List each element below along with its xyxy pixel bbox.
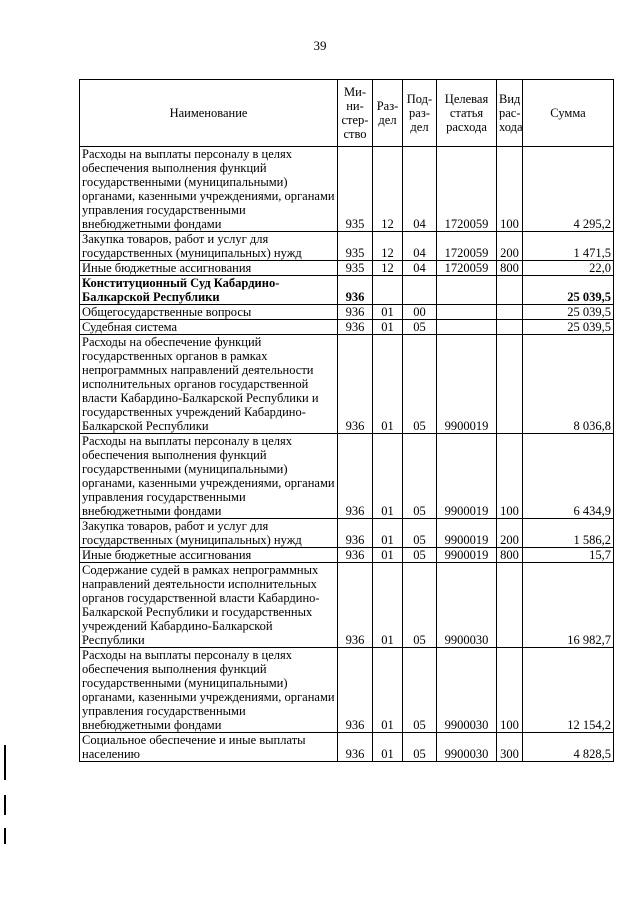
cell-name: Судебная система — [80, 320, 338, 335]
cell-target: 9900030 — [437, 563, 497, 648]
cell-subsection: 05 — [403, 320, 437, 335]
table-row — [80, 305, 614, 320]
table-row — [80, 648, 614, 733]
cell-subsection: 05 — [403, 519, 437, 548]
binder-mark — [4, 795, 6, 815]
cell-subsection — [403, 276, 437, 305]
cell-name: Социальное обеспечение и иные выплаты населению — [80, 733, 338, 762]
table-row — [80, 563, 614, 648]
cell-target: 9900019 — [437, 548, 497, 563]
header-sum: Сумма — [523, 80, 614, 147]
cell-target: 9900030 — [437, 648, 497, 733]
cell-target: 9900019 — [437, 434, 497, 519]
cell-subsection: 05 — [403, 434, 437, 519]
cell-sum: 15,7 — [523, 548, 614, 563]
cell-type — [497, 305, 523, 320]
cell-target: 1720059 — [437, 232, 497, 261]
cell-target — [437, 305, 497, 320]
cell-ministry: 935 — [338, 147, 373, 232]
cell-section: 01 — [373, 733, 403, 762]
cell-type: 200 — [497, 519, 523, 548]
cell-name: Содержание судей в рамках непрограммных направлений деятельности исполнительных органов государственной власти Кабардино-Балкарской Республики и государственных учреждений Кабардино-Балкарской Республики — [80, 563, 338, 648]
cell-ministry: 936 — [338, 648, 373, 733]
cell-ministry: 936 — [338, 434, 373, 519]
cell-subsection: 00 — [403, 305, 437, 320]
header-section-text: Раз- дел — [376, 99, 399, 127]
cell-name: Расходы на выплаты персоналу в целях обеспечения выполнения функций государственными (муниципальными) органами, казенными учреждениями, органами управления государственными внебюджетными фондами — [80, 648, 338, 733]
cell-ministry: 935 — [338, 261, 373, 276]
table-header-row — [80, 80, 614, 147]
cell-ministry: 936 — [338, 276, 373, 305]
header-subsection — [403, 80, 437, 147]
cell-name: Закупка товаров, работ и услуг для государственных (муниципальных) нужд — [80, 232, 338, 261]
header-target — [437, 80, 497, 147]
cell-type: 100 — [497, 434, 523, 519]
cell-name: Закупка товаров, работ и услуг для государственных (муниципальных) нужд — [80, 519, 338, 548]
header-section — [373, 80, 403, 147]
cell-type: 800 — [497, 548, 523, 563]
cell-section: 01 — [373, 335, 403, 434]
cell-section: 01 — [373, 320, 403, 335]
page-number: 39 — [313, 38, 327, 53]
cell-ministry: 935 — [338, 232, 373, 261]
cell-target: 9900019 — [437, 335, 497, 434]
cell-section: 01 — [373, 563, 403, 648]
table-row — [80, 335, 614, 434]
cell-type — [497, 276, 523, 305]
cell-section: 01 — [373, 548, 403, 563]
cell-type: 200 — [497, 232, 523, 261]
table-row — [80, 147, 614, 232]
binder-mark — [4, 745, 6, 780]
cell-sum: 1 471,5 — [523, 232, 614, 261]
header-type-text: Вид рас- хода — [499, 92, 523, 134]
cell-type: 100 — [497, 147, 523, 232]
cell-subsection: 04 — [403, 261, 437, 276]
table-row — [80, 276, 614, 305]
cell-target: 1720059 — [437, 261, 497, 276]
header-target-text: Целевая статья расхода — [444, 92, 489, 134]
header-subsection-text: Под- раз- дел — [406, 92, 433, 134]
cell-sum: 12 154,2 — [523, 648, 614, 733]
cell-subsection: 05 — [403, 548, 437, 563]
header-ministry-text: Ми- ни- стер- ство — [341, 85, 369, 141]
cell-sum: 25 039,5 — [523, 320, 614, 335]
table-row — [80, 232, 614, 261]
cell-ministry: 936 — [338, 733, 373, 762]
cell-name: Общегосударственные вопросы — [80, 305, 338, 320]
cell-target: 9900030 — [437, 733, 497, 762]
table-row — [80, 548, 614, 563]
binder-mark — [4, 828, 6, 844]
table-row — [80, 519, 614, 548]
cell-section: 01 — [373, 519, 403, 548]
cell-type: 100 — [497, 648, 523, 733]
cell-type — [497, 320, 523, 335]
cell-target — [437, 320, 497, 335]
cell-sum: 8 036,8 — [523, 335, 614, 434]
cell-section: 12 — [373, 232, 403, 261]
table-row — [80, 261, 614, 276]
cell-sum: 25 039,5 — [523, 305, 614, 320]
cell-target: 9900019 — [437, 519, 497, 548]
cell-subsection: 05 — [403, 648, 437, 733]
cell-sum: 22,0 — [523, 261, 614, 276]
cell-sum: 16 982,7 — [523, 563, 614, 648]
cell-name: Иные бюджетные ассигнования — [80, 261, 338, 276]
cell-subsection: 05 — [403, 733, 437, 762]
table-row — [80, 320, 614, 335]
cell-sum: 1 586,2 — [523, 519, 614, 548]
budget-table — [79, 79, 614, 762]
cell-subsection: 04 — [403, 147, 437, 232]
cell-ministry: 936 — [338, 335, 373, 434]
cell-ministry: 936 — [338, 519, 373, 548]
cell-type — [497, 335, 523, 434]
cell-name: Расходы на обеспечение функций государственных органов в рамках непрограммных направлений деятельности исполнительных органов государственной власти Кабардино-Балкарской Республики и государственных учреждений Кабардино-Балкарской Республики — [80, 335, 338, 434]
cell-subsection: 04 — [403, 232, 437, 261]
cell-sum: 25 039,5 — [523, 276, 614, 305]
cell-sum: 4 295,2 — [523, 147, 614, 232]
cell-type: 300 — [497, 733, 523, 762]
cell-name: Иные бюджетные ассигнования — [80, 548, 338, 563]
table-row — [80, 434, 614, 519]
cell-section — [373, 276, 403, 305]
cell-target: 1720059 — [437, 147, 497, 232]
cell-name: Конституционный Суд Кабардино-Балкарской Республики — [80, 276, 338, 305]
cell-section: 12 — [373, 261, 403, 276]
cell-subsection: 05 — [403, 563, 437, 648]
cell-name: Расходы на выплаты персоналу в целях обеспечения выполнения функций государственными (муниципальными) органами, казенными учреждениями, органами управления государственными внебюджетными фондами — [80, 147, 338, 232]
cell-section: 01 — [373, 305, 403, 320]
cell-sum: 6 434,9 — [523, 434, 614, 519]
cell-sum: 4 828,5 — [523, 733, 614, 762]
header-name: Наименование — [80, 80, 338, 147]
cell-subsection: 05 — [403, 335, 437, 434]
cell-ministry: 936 — [338, 320, 373, 335]
cell-section: 12 — [373, 147, 403, 232]
cell-ministry: 936 — [338, 548, 373, 563]
cell-type — [497, 563, 523, 648]
cell-section: 01 — [373, 648, 403, 733]
cell-ministry: 936 — [338, 305, 373, 320]
cell-name: Расходы на выплаты персоналу в целях обеспечения выполнения функций государственными (муниципальными) органами, казенными учреждениями, органами управления государственными внебюджетными фондами — [80, 434, 338, 519]
cell-target — [437, 276, 497, 305]
cell-ministry: 936 — [338, 563, 373, 648]
cell-type: 800 — [497, 261, 523, 276]
header-ministry — [338, 80, 373, 147]
table-row — [80, 733, 614, 762]
header-type — [497, 80, 523, 147]
cell-section: 01 — [373, 434, 403, 519]
